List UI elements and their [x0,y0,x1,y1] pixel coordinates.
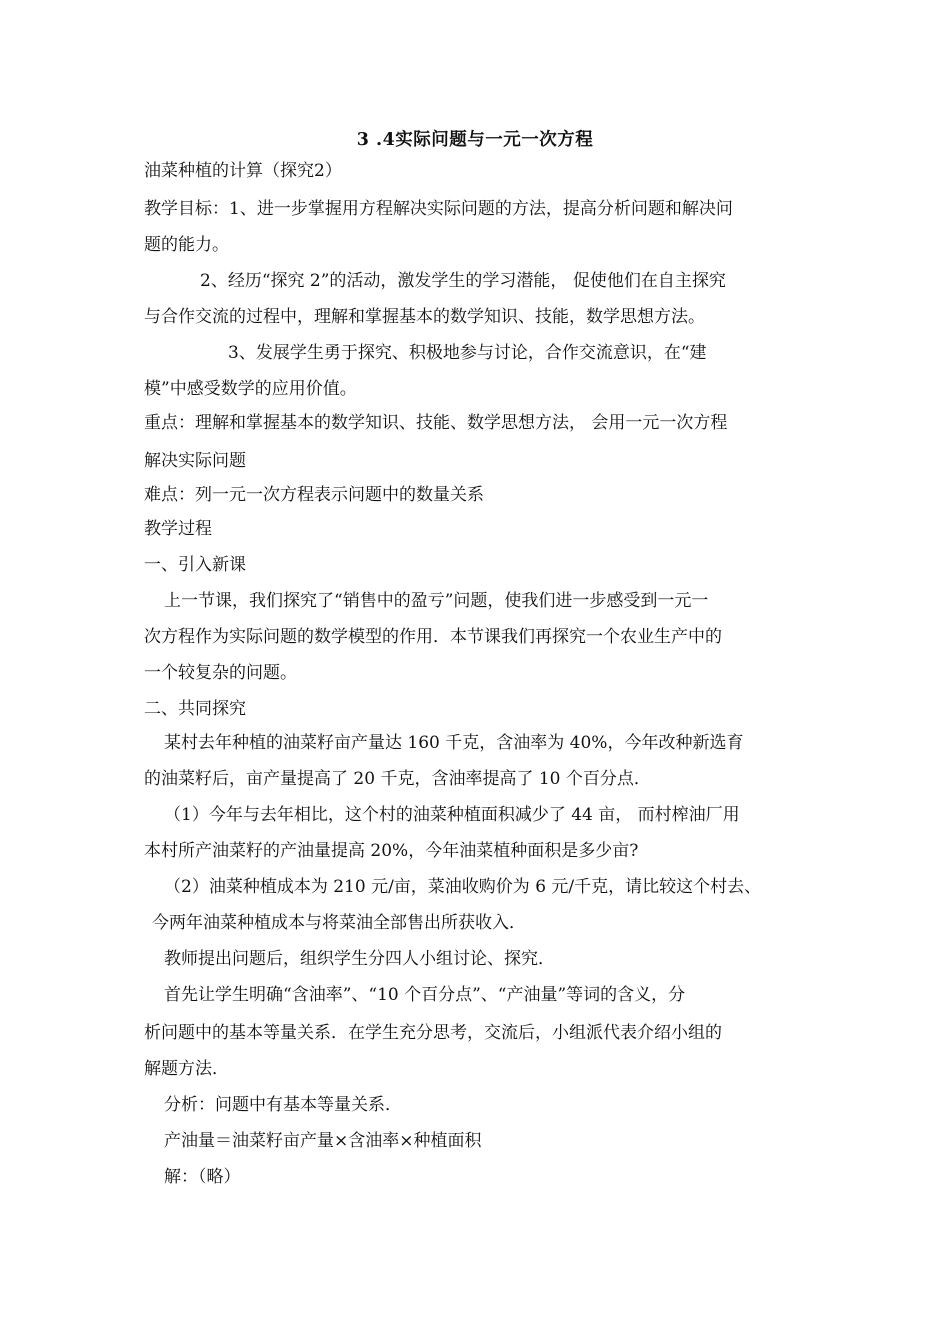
paragraph-line: 某村去年种植的油菜籽亩产量达 160 千克，含油率为 40%，今年改种新选育 [164,733,744,753]
paragraph-line: 难点：列一元一次方程表示问题中的数量关系 [144,485,484,505]
section-heading: 二、共同探究 [144,699,246,719]
paragraph-line: 首先让学生明确“含油率”、“10 个百分点”、“产油量”等词的含义，分 [164,985,686,1005]
paragraph-line: 今两年油菜种植成本与将菜油全部售出所获收入． [152,913,526,933]
paragraph-line: （1）今年与去年相比，这个村的油菜种植面积减少了 44 亩， 而村榨油厂用 [164,805,740,825]
paragraph-line: 题的能力。 [144,235,229,255]
paragraph-line: 教学目标：1、进一步掌握用方程解决实际问题的方法，提高分析问题和解决问 [144,199,733,219]
paragraph-line: 本村所产油菜籽的产油量提高 20%，今年油菜植种面积是多少亩? [144,841,639,861]
paragraph-line: （2）油菜种植成本为 210 元/亩，菜油收购价为 6 元/千克，请比较这个村去、 [164,877,762,897]
paragraph-line: 一个较复杂的问题。 [144,663,297,683]
paragraph-line: 次方程作为实际问题的数学模型的作用．本节课我们再探究一个农业生产中的 [144,627,722,647]
subtitle: 油菜种植的计算（探究2） [144,161,342,181]
paragraph-line: 与合作交流的过程中，理解和掌握基本的数学知识、技能，数学思想方法。 [144,307,705,327]
paragraph-line: 解题方法． [144,1059,229,1079]
paragraph-line: 模”中感受数学的应用价值。 [144,379,357,399]
paragraph-line: 教师提出问题后，组织学生分四人小组讨论、探究． [164,949,555,969]
paragraph-line: 解：（略） [164,1167,241,1187]
paragraph-line: 分析：问题中有基本等量关系． [164,1095,402,1115]
paragraph-line: 上一节课，我们探究了“销售中的盈亏”问题，使我们进一步感受到一元一 [164,591,709,611]
page-title: 3 .4实际问题与一元一次方程 [356,130,594,150]
section-heading: 一、引入新课 [144,555,246,575]
paragraph-line: 重点：理解和掌握基本的数学知识、技能、数学思想方法， 会用一元一次方程 [144,413,728,433]
paragraph-line: 2、经历“探究 2”的活动，激发学生的学习潜能， 促使他们在自主探究 [200,271,726,291]
section-heading: 教学过程 [144,519,212,539]
paragraph-line: 的油菜籽后，亩产量提高了 20 千克，含油率提高了 10 个百分点． [144,769,651,789]
paragraph-line: 3、发展学生勇于探究、积极地参与讨论，合作交流意识，在“建 [228,343,707,363]
paragraph-line: 解决实际问题 [144,451,246,471]
paragraph-line: 析问题中的基本等量关系．在学生充分思考，交流后，小组派代表介绍小组的 [144,1023,722,1043]
formula-line: 产油量＝油菜籽亩产量×含油率×种植面积 [164,1131,482,1151]
